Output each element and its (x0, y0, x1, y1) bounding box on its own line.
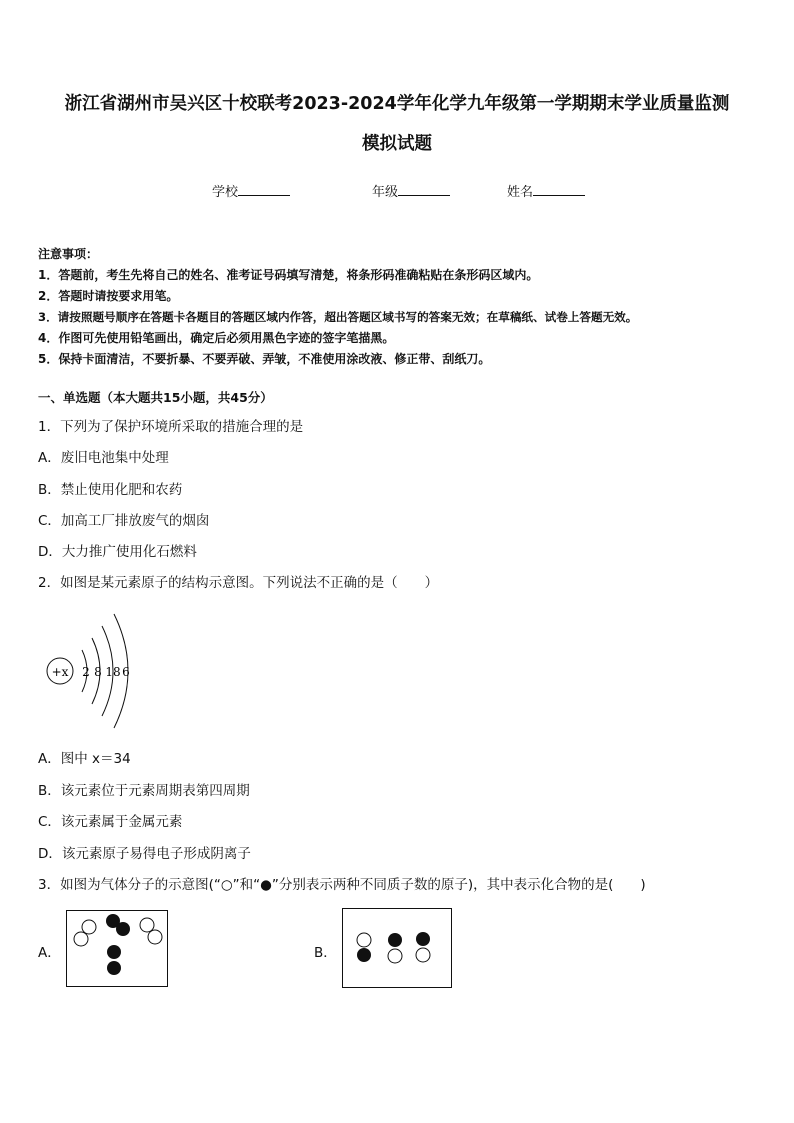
section-heading: 一、单选题（本大题共15小题，共45分） (38, 390, 273, 405)
shell-4-count: 6 (122, 665, 130, 679)
black-atom (116, 922, 130, 936)
black-atom (107, 945, 121, 959)
question-2-option-d: D．该元素原子易得电子形成阴离子 (38, 846, 251, 862)
black-atom (388, 933, 402, 947)
shell-2-count: 8 (94, 665, 102, 679)
question-2-option-a: A．图中 x＝34 (38, 751, 131, 767)
grade-label: 年级 (372, 185, 399, 200)
white-atom (388, 949, 402, 963)
question-1-option-d: D．大力推广使用化石燃料 (38, 544, 197, 560)
black-atom (416, 932, 430, 946)
question-3-option-b-label: B． (314, 945, 337, 961)
molecule-diagram-a (67, 911, 167, 986)
question-1-option-b: B．禁止使用化肥和农药 (38, 482, 183, 498)
name-field (507, 181, 585, 200)
notice-item: 2．答题时请按要求用笔。 (38, 289, 179, 303)
shell-1-count: 2 (82, 665, 90, 679)
notice-item: 5．保持卡面清洁，不要折暴、不要弄破、弄皱，不准使用涂改液、修正带、刮纸刀。 (38, 352, 491, 366)
exam-title-line1: 浙江省湖州市吴兴区十校联考2023-2024学年化学九年级第一学期期末学业质量监测 (64, 94, 730, 114)
question-1-option-c: C．加高工厂排放废气的烟囱 (38, 513, 210, 529)
notice-item: 3．请按照题号顺序在答题卡各题目的答题区域内作答，超出答题区域书写的答案无效；在草稿纸、试卷上答题无效。 (38, 310, 638, 324)
question-2-stem: 2．如图是某元素原子的结构示意图。下列说法不正确的是（ ） (38, 575, 439, 591)
exam-title-line2: 模拟试题 (362, 134, 432, 154)
question-1-option-a: A．废旧电池集中处理 (38, 450, 169, 466)
question-3-option-a-label: A． (38, 945, 61, 961)
school-label: 学校 (212, 185, 239, 200)
question-3-stem: 3．如图为气体分子的示意图(“○”和“●”分别表示两种不同质子数的原子)，其中表示化合物的是( ) (38, 877, 646, 893)
black-atom (357, 948, 371, 962)
white-atom (357, 933, 371, 947)
name-blank (533, 183, 585, 196)
grade-field (372, 181, 450, 200)
white-atom (82, 920, 96, 934)
shell-3-count: 18 (105, 665, 121, 679)
school-field (212, 181, 290, 200)
question-1-stem: 1．下列为了保护环境所采取的措施合理的是 (38, 419, 304, 435)
molecule-diagram-b (343, 909, 451, 987)
question-2-option-c: C．该元素属于金属元素 (38, 814, 183, 830)
white-atom (416, 948, 430, 962)
notice-heading: 注意事项： (38, 247, 99, 261)
black-atom (107, 961, 121, 975)
atom-structure-diagram (40, 610, 150, 740)
notice-item: 4．作图可先使用铅笔画出，确定后必须用黑色字迹的签字笔描黑。 (38, 331, 395, 345)
notice-item: 1．答题前，考生先将自己的姓名、准考证号码填写清楚，将条形码准确粘贴在条形码区域内。 (38, 268, 539, 282)
question-2-option-b: B．该元素位于元素周期表第四周期 (38, 783, 250, 799)
question-3-option-b-figure (342, 908, 452, 988)
grade-blank (398, 183, 450, 196)
notice-block (38, 244, 768, 370)
nucleus-label: +x (51, 665, 69, 679)
white-atom (148, 930, 162, 944)
white-atom (140, 918, 154, 932)
question-3-option-a-figure (66, 910, 168, 987)
white-atom (74, 932, 88, 946)
name-label: 姓名 (507, 185, 534, 200)
school-blank (238, 183, 290, 196)
